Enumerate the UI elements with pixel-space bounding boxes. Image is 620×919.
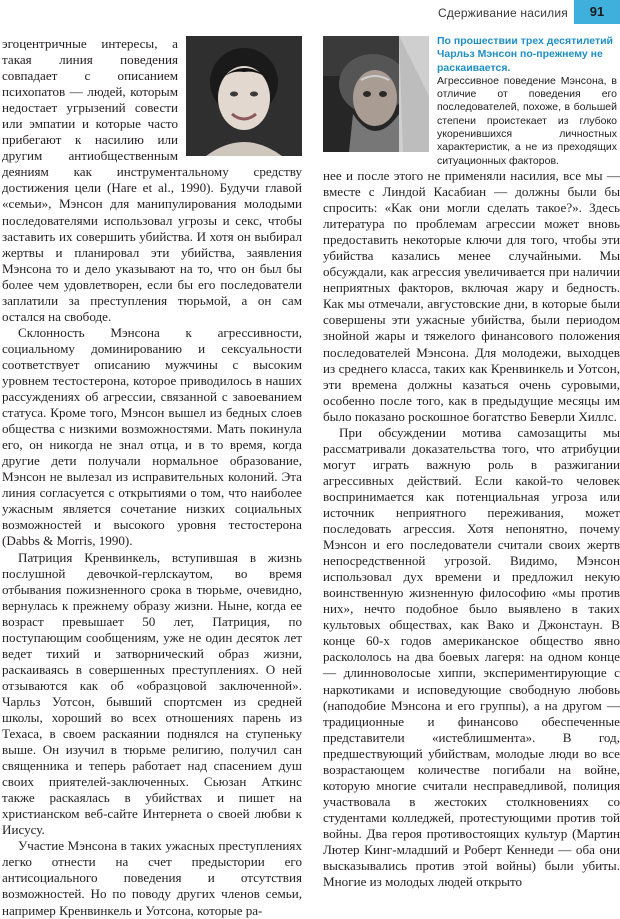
caption-body: Агрессивное поведение Мэнсона, в отличие от поведения его последователей, похоже, в большей степени проистекает из глубоко укоренившихся личностных характеристик, а не из преходящих ситуационных факторов.: [437, 74, 617, 167]
right-paragraph-1: нее и после этого не применяли насилия, все мы — вместе с Линдой Касабиан — должны были бы спросить: «Как они могли сделать такое?». Здесь литература по проблемам агрессии может вновь предоставить некоторые ключи для того, чтобы эти убийства казались менее случайными. Мы обсуждали, как агрессия увеличивается при наличии неприятных факторов, включая жару и бедность. Как мы отмечали, августовские дни, в которые были совершены эти ужасные убийства, были периодом знойной жары и тяжелого финансового положения последователей Мэнсона. Для молодежи, выходцев из среднего класса, таких как Кренвинкель и Уотсон, эти времена должны казаться очень суровыми, особенно после того, как в предыдущие месяцы им было показано роскошное богатство Беверли Хиллс.: [323, 168, 620, 424]
left-text-column: [2, 36, 302, 919]
right-paragraph-2: При обсуждении мотива самозащиты мы рассматривали доказательства того, что атрибуции могут играть важную роль в разжигании агрессивных действий. Если какой-то человек воспринимается как потенциальная угроза или источник неприятного переживания, может последовать агрессия. Хотя непонятно, почему Мэнсон и его последователи считали своих жертв непосредственной угрозой. Видимо, Мэнсон использовал дух времени и предложил некую воинственную жизненную философию «мы против них», нечто подобное было выявлено в таких культовых обществах, как Вако и Джонстаун. В конце 60-х годов американское общество явно раскололось на два боевых лагеря: на одном конце — длинноволосые хиппи, экспериментирующие с наркотиками и исповедующие свободную любовь (наподобие Мэнсона и его группы), а на другом — традиционные и финансово обеспеченные представители «истеблишмента». В год, предшествующий убийствам, молодые люди во все возрастающем количестве погибали на войне, которую многие считали несправедливой, полиция участвовала в жестоких столкновениях со студентами колледжей, протестующими против той войны. Два героя противостоящих культур (Мартин Лютер Кинг-младший и Роберт Кеннеди — оба они высказывались против этой войны) были убиты. Многие из молодых людей открыто: [323, 424, 620, 890]
figure-caption: [437, 35, 617, 168]
krenwinkel-photo: [186, 36, 302, 156]
caption-lead: По прошествии трех десятилетий Чарльз Мэнсон по-прежнему не раскаивается.: [437, 35, 613, 74]
page-number: 91: [574, 0, 620, 24]
section-title: Сдерживание насилия: [437, 6, 568, 20]
left-paragraph-1: эгоцентричные интересы, а такая линия поведения совпадает с описанием психопатов — людей, которым недостает угрызений совести или эмпатии и которые часто прибегают к насилию или другим антиобщественным деяниям как инструментальному средству достижения цели (Hare et al., 1990). Будучи главой «семьи», Мэнсон для манипулирования молодыми последователями использовал угрозы и секс, чтобы заставить их совершить убийства. И хотя он выбирал жертвы и планировал эти убийства, заявления Мэнсона то и дело указывают на то, что он был бы более чем удовлетворен, если бы его последователи заплатили за преступления тюрьмой, а он сам остался на свободе.: [2, 36, 302, 324]
left-paragraph-3: Патриция Кренвинкель, вступившая в жизнь послушной девочкой-герлскаутом, во время отбывания пожизненного срока в тюрьме, очевидно, вернулась к прежнему образу жизни. Ныне, когда ее возраст превышает 50 лет, Патриция, по поступающим сообщениям, уже не один десяток лет ведет тихий и затворнический образ жизни, раскаиваясь в совершенных преступлениях. О ней отзываются как об «образцовой заключенной». Чарльз Уотсон, бывший спортсмен из средней школы, хороший во всех отношениях парень из Техаса, в своем раскаянии поднялся на ступеньку выше. Он изучил в тюрьме религию, получил сан священника и теперь работает над спасением душ своих приятелей-заключенных. Сьюзан Аткинс также раскаялась в убийствах и пишет на христианском веб-сайте Интернета о своей любви к Иисусу.: [2, 549, 302, 838]
left-paragraph-2: Склонность Мэнсона к агрессивности, социальному доминированию и сексуальности соответствует описанию мужчины с высоким уровнем тестостерона, которое приводилось в наших рассуждениях об агрессии, связанной с завоеванием статуса. Кроме того, Мэнсон вышел из бедных слоев общества с низкими возможностями. Мать покинула его, он никогда не знал отца, и в то время, когда другие дети получали нормальное образование, Мэнсон не вылезал из исправительных колоний. Эта линия согласуется с открытиями о том, что наиболее ужасным является сочетание низких социальных возможностей и высокого уровня тестостерона (Dabbs & Morris, 1990).: [2, 324, 302, 549]
manson-photo: [323, 36, 429, 152]
right-text-column: [323, 168, 620, 890]
left-paragraph-4: Участие Мэнсона в таких ужасных преступлениях легко отнести на счет предыстории его антисоциального поведения и отсутствия возможностей. Но по поводу других членов семьи, например Кренвинкель и Уотсона, которые ра-: [2, 838, 302, 918]
manson-portrait-illustration: [323, 36, 429, 152]
running-header: [0, 0, 620, 26]
woman-portrait-illustration: [186, 36, 302, 156]
